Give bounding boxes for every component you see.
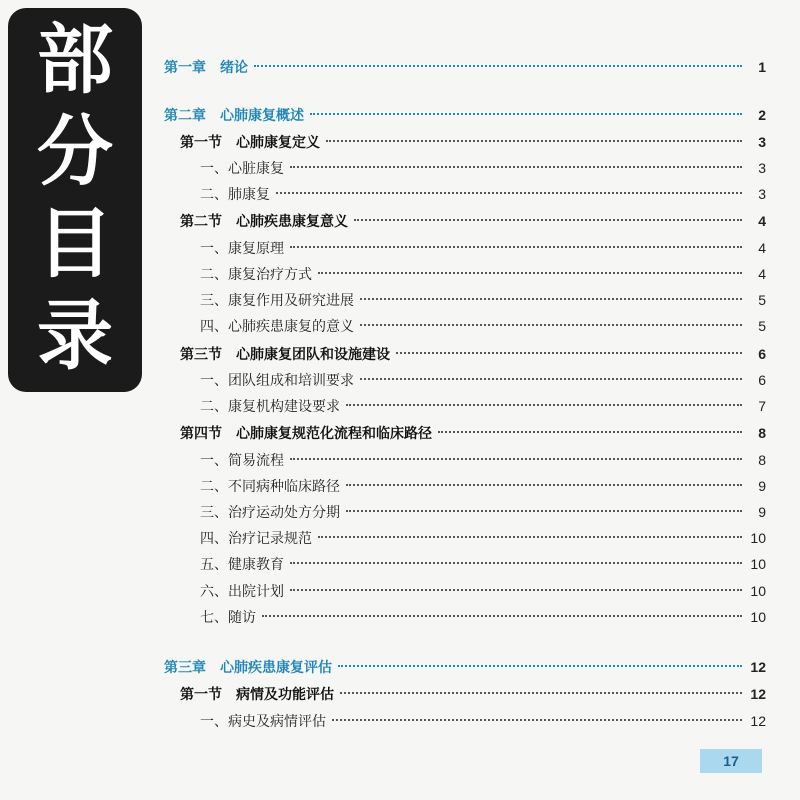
- toc-entry-page: 10: [750, 609, 766, 625]
- dot-leader: [254, 65, 742, 67]
- toc-entry-title: 一、康复原理: [200, 241, 284, 257]
- toc-item-row[interactable]: [200, 554, 766, 576]
- banner-char: 目: [37, 199, 113, 288]
- toc-section-row[interactable]: [180, 211, 766, 233]
- toc-entry-page: 4: [758, 266, 766, 282]
- toc-item-row[interactable]: [200, 184, 766, 206]
- toc-entry-title: 第一节 病情及功能评估: [180, 687, 334, 703]
- toc-item-row[interactable]: [200, 581, 766, 603]
- dot-leader: [318, 272, 742, 274]
- toc-section-row[interactable]: [180, 344, 766, 366]
- toc-entry-page: 5: [758, 292, 766, 308]
- dot-leader: [290, 166, 742, 168]
- toc-entry-title: 第二章 心肺康复概述: [164, 108, 304, 124]
- toc-entry-title: 七、随访: [200, 610, 256, 626]
- toc-entry-page: 6: [758, 372, 766, 388]
- toc-chapter-row[interactable]: [164, 57, 766, 79]
- banner-char: 分: [37, 107, 113, 196]
- toc-entry-page: 3: [758, 160, 766, 176]
- dot-leader: [346, 510, 742, 512]
- banner-char: 录: [37, 291, 113, 380]
- toc-entry-page: 6: [758, 346, 766, 362]
- toc-entry-title: 六、出院计划: [200, 584, 284, 600]
- dot-leader: [438, 431, 742, 433]
- toc-entry-page: 8: [758, 425, 766, 441]
- toc-entry-page: 7: [758, 398, 766, 414]
- dot-leader: [396, 352, 742, 354]
- toc-entry-title: 第三章 心肺疾患康复评估: [164, 660, 332, 676]
- dot-leader: [332, 719, 742, 721]
- dot-leader: [346, 484, 742, 486]
- toc-entry-page: 3: [758, 134, 766, 150]
- toc-entry-title: 一、心脏康复: [200, 161, 284, 177]
- toc-entry-page: 12: [750, 659, 766, 675]
- toc-entry-title: 二、不同病种临床路径: [200, 479, 340, 495]
- dot-leader: [338, 665, 742, 667]
- toc-entry-page: 9: [758, 478, 766, 494]
- toc-item-row[interactable]: [200, 238, 766, 260]
- toc-entry-page: 1: [758, 59, 766, 75]
- toc-entry-title: 二、康复机构建设要求: [200, 399, 340, 415]
- toc-section-row[interactable]: [180, 684, 766, 706]
- toc-entry-page: 4: [758, 240, 766, 256]
- toc-entry-page: 8: [758, 452, 766, 468]
- page-number-badge: 17: [700, 749, 762, 773]
- toc-item-row[interactable]: [200, 476, 766, 498]
- toc-item-row[interactable]: [200, 158, 766, 180]
- toc-entry-page: 2: [758, 107, 766, 123]
- toc-entry-title: 第一章 绪论: [164, 60, 248, 76]
- toc-entry-page: 9: [758, 504, 766, 520]
- toc-entry-title: 四、治疗记录规范: [200, 531, 312, 547]
- dot-leader: [360, 298, 742, 300]
- toc-entry-title: 四、心肺疾患康复的意义: [200, 319, 354, 335]
- toc-entry-page: 10: [750, 556, 766, 572]
- dot-leader: [360, 378, 742, 380]
- dot-leader: [290, 458, 742, 460]
- toc-chapter-row[interactable]: [164, 657, 766, 679]
- toc-entry-page: 12: [750, 713, 766, 729]
- toc-entry-title: 二、康复治疗方式: [200, 267, 312, 283]
- toc-item-row[interactable]: [200, 316, 766, 338]
- banner-char: 部: [37, 15, 113, 104]
- toc-entry-page: 12: [750, 686, 766, 702]
- toc-entry-page: 4: [758, 213, 766, 229]
- toc-entry-title: 第一节 心肺康复定义: [180, 135, 320, 151]
- dot-leader: [326, 140, 742, 142]
- dot-leader: [290, 562, 742, 564]
- dot-leader: [310, 113, 742, 115]
- toc-item-row[interactable]: [200, 711, 766, 733]
- toc-item-row[interactable]: [200, 396, 766, 418]
- dot-leader: [346, 404, 742, 406]
- toc-entry-page: 5: [758, 318, 766, 334]
- toc-entry-title: 三、治疗运动处方分期: [200, 505, 340, 521]
- dot-leader: [290, 246, 742, 248]
- toc-entry-title: 第四节 心肺康复规范化流程和临床路径: [180, 426, 432, 442]
- toc-entry-title: 五、健康教育: [200, 557, 284, 573]
- toc-chapter-row[interactable]: [164, 105, 766, 127]
- dot-leader: [276, 192, 742, 194]
- dot-leader: [340, 692, 742, 694]
- toc-entry-page: 3: [758, 186, 766, 202]
- dot-leader: [290, 589, 742, 591]
- toc-section-row[interactable]: [180, 423, 766, 445]
- dot-leader: [318, 536, 742, 538]
- toc-section-row[interactable]: [180, 132, 766, 154]
- toc-entry-title: 第三节 心肺康复团队和设施建设: [180, 347, 390, 363]
- toc-entry-title: 二、肺康复: [200, 187, 270, 203]
- toc-entry-title: 一、病史及病情评估: [200, 714, 326, 730]
- dot-leader: [360, 324, 742, 326]
- toc-item-row[interactable]: [200, 264, 766, 286]
- toc-item-row[interactable]: [200, 607, 766, 629]
- toc-entry-page: 10: [750, 583, 766, 599]
- toc-entry-title: 一、简易流程: [200, 453, 284, 469]
- toc-entry-title: 三、康复作用及研究进展: [200, 293, 354, 309]
- toc-item-row[interactable]: [200, 528, 766, 550]
- toc-item-row[interactable]: [200, 502, 766, 524]
- toc-item-row[interactable]: [200, 370, 766, 392]
- dot-leader: [262, 615, 742, 617]
- toc-entry-title: 第二节 心肺疾患康复意义: [180, 214, 348, 230]
- toc-item-row[interactable]: [200, 290, 766, 312]
- dot-leader: [354, 219, 742, 221]
- toc-entry-page: 10: [750, 530, 766, 546]
- toc-item-row[interactable]: [200, 450, 766, 472]
- toc-entry-title: 一、团队组成和培训要求: [200, 373, 354, 389]
